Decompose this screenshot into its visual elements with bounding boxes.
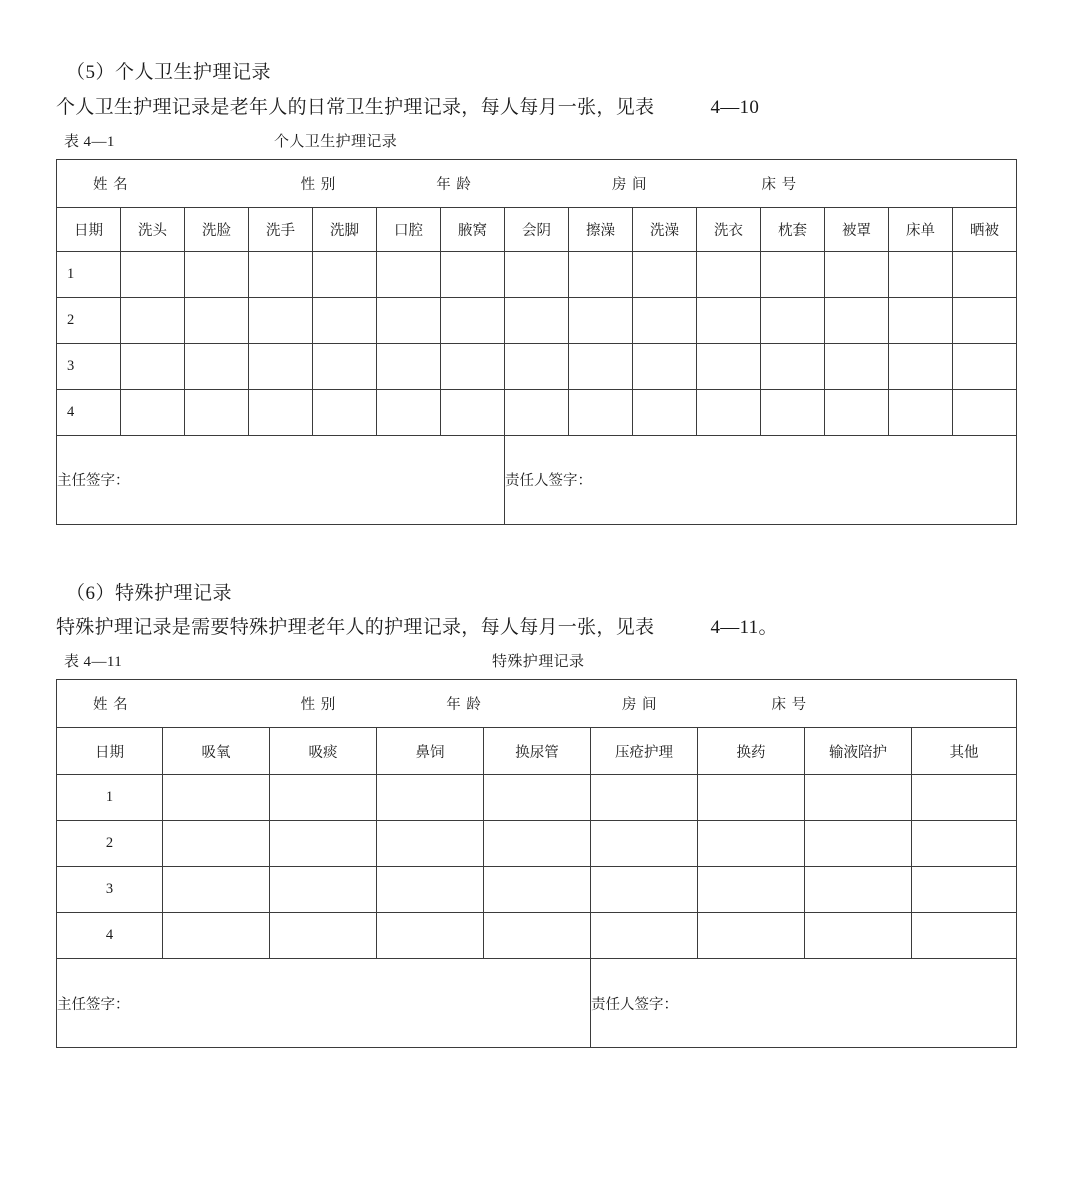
column-header-cell: 洗澡: [633, 207, 697, 251]
data-cell[interactable]: [185, 389, 249, 435]
data-cell[interactable]: [825, 297, 889, 343]
data-cell[interactable]: [163, 867, 270, 913]
spacer: [56, 85, 1024, 97]
column-header-cell: 晒被: [953, 207, 1017, 251]
column-header-row: [57, 207, 1017, 251]
responsible-signature-cell[interactable]: 责任人签字：: [505, 435, 1017, 524]
data-cell[interactable]: [697, 297, 761, 343]
data-cell[interactable]: [249, 389, 313, 435]
column-header-cell: 被罩: [825, 207, 889, 251]
data-cell[interactable]: [270, 913, 377, 959]
identity-row: [57, 680, 1017, 728]
data-cell[interactable]: [441, 389, 505, 435]
data-cell[interactable]: [569, 251, 633, 297]
data-cell[interactable]: [185, 251, 249, 297]
data-cell[interactable]: [591, 913, 698, 959]
data-cell[interactable]: [163, 913, 270, 959]
column-header-cell: 鼻饲: [377, 728, 484, 775]
data-cell[interactable]: [697, 389, 761, 435]
column-header-cell: 吸痰: [270, 728, 377, 775]
table-caption-5: [56, 130, 1024, 151]
data-cell[interactable]: [163, 821, 270, 867]
data-cell[interactable]: [698, 775, 805, 821]
data-cell[interactable]: [912, 913, 1017, 959]
data-cell[interactable]: [805, 913, 912, 959]
field-room-label: 房 间: [611, 176, 648, 193]
section-paragraph-5: [56, 97, 1024, 120]
column-header-cell: 会阴: [505, 207, 569, 251]
data-cell[interactable]: [633, 343, 697, 389]
data-cell[interactable]: [953, 343, 1017, 389]
data-cell[interactable]: [761, 343, 825, 389]
data-cell[interactable]: [805, 867, 912, 913]
identity-row: [57, 159, 1017, 207]
data-cell[interactable]: [591, 821, 698, 867]
data-cell[interactable]: [569, 343, 633, 389]
signature-row: [57, 435, 1017, 524]
section-gap: [56, 525, 1024, 583]
data-cell[interactable]: [249, 251, 313, 297]
data-cell[interactable]: [121, 343, 185, 389]
row-number-cell: 4: [57, 389, 121, 435]
data-cell[interactable]: [825, 251, 889, 297]
data-cell[interactable]: [313, 251, 377, 297]
data-cell[interactable]: [953, 251, 1017, 297]
spacer: [56, 151, 1024, 159]
data-cell[interactable]: [591, 867, 698, 913]
table-row: [57, 913, 1017, 959]
table-title-5: 个人卫生护理记录: [274, 133, 398, 150]
field-bed-label: 床 号: [761, 176, 798, 193]
section-heading-6: （6）特殊护理记录: [66, 582, 233, 604]
row-number-cell: 3: [57, 867, 163, 913]
column-header-cell: 洗衣: [697, 207, 761, 251]
data-cell[interactable]: [505, 251, 569, 297]
row-number-cell: 2: [57, 821, 163, 867]
data-cell[interactable]: [313, 343, 377, 389]
data-cell[interactable]: [889, 297, 953, 343]
data-cell[interactable]: [912, 867, 1017, 913]
paragraph-terminator-6: 。: [758, 617, 778, 639]
table-row: [57, 343, 1017, 389]
row-number-cell: 2: [57, 297, 121, 343]
column-header-cell: 洗头: [121, 207, 185, 251]
section-heading-5: （5）个人卫生护理记录: [66, 62, 272, 83]
data-cell[interactable]: [185, 343, 249, 389]
data-cell[interactable]: [697, 343, 761, 389]
field-gender-label: 性 别: [300, 697, 337, 714]
signature-row: [57, 959, 1017, 1048]
column-header-cell: 输液陪护: [805, 728, 912, 775]
top-spacer: [56, 0, 1024, 62]
field-age-label: 年 龄: [436, 176, 472, 193]
column-header-cell: 洗脸: [185, 207, 249, 251]
data-cell[interactable]: [377, 389, 441, 435]
table-row: [57, 821, 1017, 867]
table-caption-6: [56, 650, 1024, 671]
data-cell[interactable]: [377, 913, 484, 959]
data-cell[interactable]: [912, 775, 1017, 821]
data-cell[interactable]: [633, 251, 697, 297]
director-signature-cell[interactable]: 主任签字：: [57, 959, 591, 1048]
table-title-6: 特殊护理记录: [492, 654, 585, 671]
column-header-cell: 床单: [889, 207, 953, 251]
responsible-signature-cell[interactable]: 责任人签字：: [591, 959, 1017, 1048]
column-header-cell: 其他: [912, 728, 1017, 775]
data-cell[interactable]: [698, 913, 805, 959]
data-cell[interactable]: [889, 251, 953, 297]
row-number-cell: 4: [57, 913, 163, 959]
data-cell[interactable]: [825, 343, 889, 389]
field-age-label: 年 龄: [446, 697, 482, 714]
field-gender-label: 性 别: [300, 176, 337, 193]
table-row: [57, 389, 1017, 435]
field-bed-label: 床 号: [771, 697, 808, 714]
column-header-cell: 换药: [698, 728, 805, 775]
data-cell[interactable]: [591, 775, 698, 821]
data-cell[interactable]: [484, 867, 591, 913]
column-header-cell: 腋窝: [441, 207, 505, 251]
data-cell[interactable]: [270, 775, 377, 821]
data-cell[interactable]: [163, 775, 270, 821]
data-cell[interactable]: [505, 297, 569, 343]
data-cell[interactable]: [484, 775, 591, 821]
spacer: [56, 120, 1024, 130]
data-cell[interactable]: [377, 297, 441, 343]
column-header-cell: 吸氧: [163, 728, 270, 775]
data-cell[interactable]: [185, 297, 249, 343]
data-cell[interactable]: [313, 389, 377, 435]
table-label-6: 表 4—11: [64, 654, 123, 671]
data-cell[interactable]: [889, 343, 953, 389]
row-number-cell: 1: [57, 251, 121, 297]
data-cell[interactable]: [698, 821, 805, 867]
data-cell[interactable]: [484, 821, 591, 867]
table-row: [57, 775, 1017, 821]
data-cell[interactable]: [121, 389, 185, 435]
data-cell[interactable]: [441, 343, 505, 389]
data-cell[interactable]: [377, 867, 484, 913]
special-care-record-table: [56, 679, 1017, 1048]
data-cell[interactable]: [270, 867, 377, 913]
identity-cell: [57, 680, 1017, 728]
spacer: [56, 671, 1024, 679]
data-cell[interactable]: [121, 251, 185, 297]
data-cell[interactable]: [270, 821, 377, 867]
hygiene-care-record-table: [56, 159, 1017, 525]
field-name-label: 姓 名: [93, 176, 129, 193]
paragraph-text-6: 特殊护理记录是需要特殊护理老年人的护理记录，每人每月一张，见表: [56, 617, 655, 639]
section-paragraph-6: [56, 617, 1024, 640]
table-row: [57, 251, 1017, 297]
table-row: [57, 297, 1017, 343]
paragraph-text-5: 个人卫生护理记录是老年人的日常卫生护理记录，每人每月一张，见表: [56, 96, 655, 118]
data-cell[interactable]: [761, 251, 825, 297]
data-cell[interactable]: [825, 389, 889, 435]
paragraph-reference-6: 4—11: [710, 617, 759, 639]
column-header-cell: 洗脚: [313, 207, 377, 251]
column-header-cell: 口腔: [377, 207, 441, 251]
data-cell[interactable]: [484, 913, 591, 959]
identity-cell: [57, 159, 1017, 207]
column-header-cell: 压疮护理: [591, 728, 698, 775]
data-cell[interactable]: [761, 389, 825, 435]
data-cell[interactable]: [249, 297, 313, 343]
spacer: [56, 640, 1024, 650]
paragraph-reference-5: 4—10: [710, 96, 760, 118]
data-cell[interactable]: [633, 389, 697, 435]
data-cell[interactable]: [953, 297, 1017, 343]
row-number-cell: 3: [57, 343, 121, 389]
data-cell[interactable]: [889, 389, 953, 435]
data-cell[interactable]: [805, 821, 912, 867]
data-cell[interactable]: [569, 389, 633, 435]
data-cell[interactable]: [121, 297, 185, 343]
column-header-cell: 洗手: [249, 207, 313, 251]
data-cell[interactable]: [697, 251, 761, 297]
data-cell[interactable]: [377, 821, 484, 867]
data-cell[interactable]: [569, 297, 633, 343]
table-label-5: 表 4—1: [64, 133, 115, 150]
data-cell[interactable]: [505, 343, 569, 389]
table-row: [57, 867, 1017, 913]
column-header-cell: 擦澡: [569, 207, 633, 251]
data-cell[interactable]: [912, 821, 1017, 867]
director-signature-cell[interactable]: 主任签字：: [57, 435, 505, 524]
column-header-cell: 日期: [57, 207, 121, 251]
data-cell[interactable]: [633, 297, 697, 343]
column-header-cell: 日期: [57, 728, 163, 775]
data-cell[interactable]: [377, 251, 441, 297]
field-room-label: 房 间: [621, 697, 658, 714]
data-cell[interactable]: [761, 297, 825, 343]
column-header-cell: 枕套: [761, 207, 825, 251]
spacer: [56, 605, 1024, 617]
data-cell[interactable]: [441, 297, 505, 343]
data-cell[interactable]: [441, 251, 505, 297]
data-cell[interactable]: [313, 297, 377, 343]
data-cell[interactable]: [505, 389, 569, 435]
column-header-row: [57, 728, 1017, 775]
data-cell[interactable]: [953, 389, 1017, 435]
data-cell[interactable]: [377, 775, 484, 821]
field-name-label: 姓 名: [93, 697, 129, 714]
data-cell[interactable]: [698, 867, 805, 913]
column-header-cell: 换尿管: [484, 728, 591, 775]
data-cell[interactable]: [249, 343, 313, 389]
row-number-cell: 1: [57, 775, 163, 821]
data-cell[interactable]: [377, 343, 441, 389]
data-cell[interactable]: [805, 775, 912, 821]
